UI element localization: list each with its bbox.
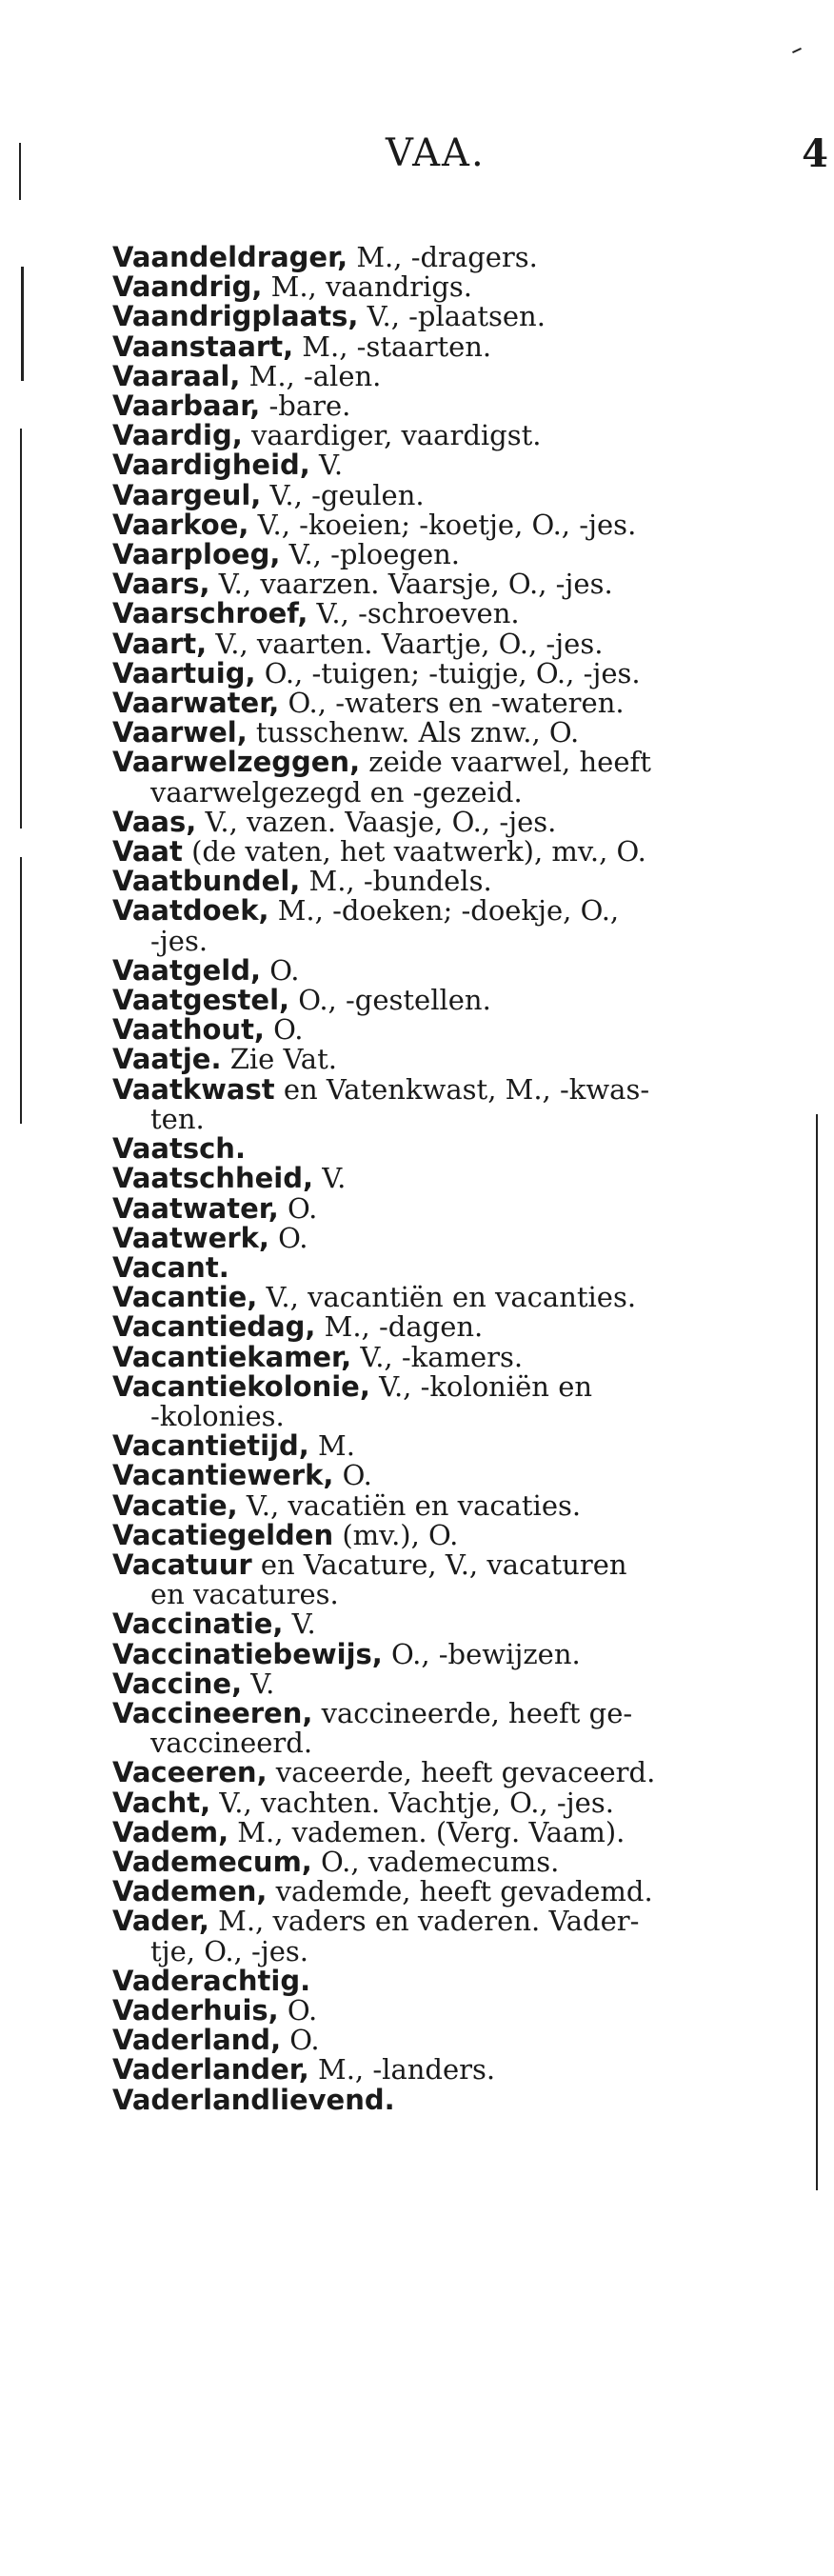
entry-definition: O. [333, 1459, 372, 1492]
dictionary-entry [112, 1993, 798, 2027]
entry-definition: O. [264, 1013, 304, 1047]
dictionary-entry [112, 805, 798, 838]
entry-headword: Vacantiekolonie, [112, 1369, 370, 1403]
entry-headword: Vaarwel, [112, 716, 248, 749]
dictionary-entry [112, 1847, 798, 1877]
entry-headword: Vacantiewerk, [112, 1459, 334, 1492]
entry-headword: Vademen, [112, 1875, 268, 1908]
entry-headword: Vaaraal, [112, 359, 241, 392]
entry-definition: M., -dagen. [315, 1310, 484, 1344]
entry-headword: Vaccinatie, [112, 1608, 284, 1641]
dictionary-entry [112, 1518, 798, 1551]
entry-headword: Vaderlander, [112, 2053, 309, 2087]
entry-headword: Vaceeren, [112, 1756, 268, 1789]
entry-headword: Vaat [112, 835, 183, 869]
dictionary-entry [112, 1045, 798, 1074]
entry-headword: Vaandrigplaats, [112, 300, 359, 333]
dictionary-entry [112, 1312, 798, 1342]
dictionary-entry [112, 629, 798, 659]
entry-definition: V., -geulen. [261, 478, 425, 511]
entry-continuation: -jes. [150, 924, 208, 957]
entry-definition: V., -schroeven. [308, 597, 520, 630]
scan-edge-mark [20, 857, 22, 1124]
dictionary-entry [112, 359, 798, 392]
entry-headword: Vacatiegelden [112, 1518, 334, 1551]
dictionary-entry [112, 569, 798, 599]
dictionary-entry [112, 1964, 798, 1997]
entry-definition: O., -waters en -wateren. [279, 687, 625, 720]
entry-continuation: vaarwelgezegd en -gezeid. [150, 775, 523, 809]
entry-definition: en Vacature, V., vacaturen [251, 1548, 627, 1581]
dictionary-entry [112, 1250, 798, 1284]
scan-edge-mark [20, 429, 22, 829]
dictionary-entry [112, 1669, 798, 1699]
entry-headword: Vaartuig, [112, 656, 256, 689]
dictionary-entry [112, 748, 798, 807]
entry-definition: vaceerde, heeft gevaceerd. [267, 1756, 656, 1789]
dictionary-entry [112, 1340, 798, 1373]
dictionary-entry [112, 243, 798, 272]
dictionary-entry [112, 2083, 798, 2116]
entry-headword: Vaccinatiebewijs, [112, 1637, 383, 1670]
dictionary-entry [112, 272, 798, 302]
entry-definition: M., -bundels. [300, 865, 492, 898]
dictionary-entry [112, 510, 798, 540]
dictionary-entry [112, 1221, 798, 1254]
entry-definition: O. [278, 1993, 318, 2027]
entry-headword: Vacantie, [112, 1281, 258, 1314]
scan-edge-mark [21, 267, 24, 381]
dictionary-entry [112, 1550, 798, 1609]
entry-headword: Vaatgeld, [112, 953, 262, 987]
entry-definition: M., -alen. [240, 359, 382, 392]
entry-definition: V., vazen. Vaasje, O., -jes. [196, 805, 557, 838]
entry-definition: V., -koloniën en [369, 1369, 593, 1403]
entry-definition: V., -kamers. [351, 1340, 524, 1373]
entry-headword: Vaargeul, [112, 478, 262, 511]
page-header [0, 131, 834, 189]
entry-definition: -bare. [260, 389, 351, 423]
entry-headword: Vaccineeren, [112, 1696, 313, 1729]
dictionary-entry [112, 689, 798, 718]
entry-headword: Vaderhuis, [112, 1993, 279, 2027]
entry-headword: Vaatwater, [112, 1191, 279, 1225]
entry-headword: Vaatschheid, [112, 1162, 313, 1195]
dictionary-entry [112, 1815, 798, 1848]
entry-headword: Vaarwelzeggen, [112, 746, 361, 779]
dictionary-entry [112, 867, 798, 896]
entry-headword: Vaars, [112, 568, 210, 601]
dictionary-entry [112, 1461, 798, 1490]
entry-definition: O., -gestellen. [289, 984, 491, 1017]
dictionary-entry [112, 1015, 798, 1045]
entry-definition: M., -staarten. [293, 329, 492, 363]
entry-headword: Vaarschroef, [112, 597, 308, 630]
entry-definition: V., -ploegen. [280, 538, 461, 571]
entry-headword: Vaderachtig. [112, 1964, 311, 1997]
entry-headword: Vaart, [112, 627, 208, 660]
dictionary-entry [112, 1488, 798, 1522]
entry-headword: Vacatie, [112, 1488, 238, 1522]
dictionary-entry [112, 302, 798, 331]
dictionary-entry [112, 2055, 798, 2085]
entry-continuation: -kolonies. [150, 1399, 285, 1432]
dictionary-entry [112, 1877, 798, 1907]
dictionary-entry [112, 1431, 798, 1461]
dictionary-entry [112, 986, 798, 1015]
dictionary-entry [112, 1164, 798, 1193]
entry-definition: O. [261, 953, 300, 987]
dictionary-entry [112, 1191, 798, 1225]
entry-definition: Zie Vat. [221, 1043, 337, 1076]
entry-headword: Vaarwater, [112, 687, 280, 720]
entry-headword: Vademecum, [112, 1845, 312, 1878]
dictionary-entry [112, 837, 798, 867]
entry-headword: Vaatdoek, [112, 894, 269, 928]
entry-definition: vademde, heeft gevademd. [267, 1875, 653, 1908]
entry-headword: Vacht, [112, 1786, 211, 1819]
dictionary-entry [112, 450, 798, 480]
entry-continuation: vaccineerd. [150, 1727, 313, 1760]
entry-headword: Vaatsch. [112, 1132, 246, 1166]
dictionary-entry [112, 718, 798, 748]
entry-definition: O. [281, 2024, 320, 2057]
entry-definition: V., vaarzen. Vaarsje, O., -jes. [209, 568, 613, 601]
entry-definition: V. [313, 1162, 347, 1195]
entry-headword: Vaatje. [112, 1043, 222, 1076]
entry-definition: (mv.), O. [333, 1518, 459, 1551]
entry-headword: Vaas, [112, 805, 197, 838]
entry-definition: V., -plaatsen. [358, 300, 546, 333]
dictionary-entry [112, 1637, 798, 1670]
entry-definition: zeide vaarwel, heeft [360, 746, 651, 779]
entry-definition: V., vacantiën en vacanties. [257, 1281, 637, 1314]
entry-definition: M., -dragers. [348, 241, 538, 273]
dictionary-entry [112, 953, 798, 987]
dictionary-entry [112, 1369, 798, 1432]
dictionary-entry [112, 1283, 798, 1312]
entry-continuation: tje, O., -jes. [150, 1934, 309, 1967]
dictionary-entry [112, 1696, 798, 1760]
dictionary-entry [112, 896, 798, 955]
entry-headword: Vaarkoe, [112, 508, 249, 541]
entry-definition: V. [309, 449, 344, 482]
entry-headword: Vacatuur [112, 1548, 252, 1581]
entry-definition: M., vademen. (Verg. Vaam). [228, 1815, 626, 1848]
entry-continuation: en vacatures. [150, 1578, 339, 1611]
entry-headword: Vaandrig, [112, 270, 263, 304]
dictionary-entry [112, 656, 798, 689]
entry-definition: O. [268, 1221, 308, 1254]
entry-headword: Vaarbaar, [112, 389, 261, 423]
dictionary-entry [112, 391, 798, 421]
entry-headword: Vaathout, [112, 1013, 265, 1047]
entry-definition: vaardiger, vaardigst. [242, 419, 542, 452]
page-number: 4 [802, 131, 828, 176]
entry-definition: vaccineerde, heeft ge- [312, 1696, 633, 1729]
dictionary-entry [112, 478, 798, 511]
entry-definition: M. [308, 1429, 355, 1463]
entry-definition: M., -landers. [308, 2053, 496, 2087]
entry-definition: V., -koeien; -koetje, O., -jes. [248, 508, 637, 541]
entry-definition: V. [283, 1608, 316, 1641]
entry-headword: Vaderlandlievend. [112, 2083, 395, 2116]
entry-headword: Vaderland, [112, 2024, 282, 2057]
entry-headword: Vaatwerk, [112, 1221, 269, 1254]
entry-headword: Vacantietijd, [112, 1429, 309, 1463]
entry-definition: M., vaders en vaderen. Vader- [208, 1905, 640, 1938]
dictionary-entry [112, 1758, 798, 1787]
entry-definition: V., vaarten. Vaartje, O., -jes. [207, 627, 604, 660]
entry-definition: M., -doeken; -doekje, O., [268, 894, 620, 928]
entry-headword: Vaanstaart, [112, 329, 294, 363]
dictionary-entry [112, 421, 798, 450]
entry-continuation: ten. [150, 1102, 205, 1135]
dictionary-entry [112, 599, 798, 629]
entry-definition: tusschenw. Als znw., O. [247, 716, 580, 749]
dictionary-entry-list [112, 243, 798, 2115]
entry-definition: V., vachten. Vachtje, O., -jes. [210, 1786, 614, 1819]
scan-speck [792, 48, 802, 53]
entry-headword: Vaandeldrager, [112, 241, 348, 273]
dictionary-entry [112, 1788, 798, 1818]
scan-edge-mark [816, 1114, 818, 2190]
entry-definition: V. [242, 1667, 275, 1700]
dictionary-entry [112, 329, 798, 363]
entry-definition: O., vademecums. [311, 1845, 560, 1878]
dictionary-entry [112, 540, 798, 569]
entry-headword: Vacantiekamer, [112, 1340, 352, 1373]
entry-headword: Vader, [112, 1905, 209, 1938]
dictionary-entry [112, 1072, 798, 1135]
entry-headword: Vaatgestel, [112, 984, 290, 1017]
dictionary-entry [112, 2026, 798, 2055]
entry-headword: Vaatkwast [112, 1072, 275, 1106]
entry-definition: O., -bewijzen. [382, 1637, 581, 1670]
entry-definition: O., -tuigen; -tuigje, O., -jes. [255, 656, 641, 689]
entry-definition: en Vatenkwast, M., -kwas- [274, 1072, 650, 1106]
page-title: VAA. [386, 131, 486, 175]
entry-headword: Vadem, [112, 1815, 229, 1848]
entry-headword: Vaardig, [112, 419, 243, 452]
dictionary-entry [112, 1907, 798, 1966]
entry-definition: M., vaandrigs. [262, 270, 472, 304]
dictionary-entry [112, 1609, 798, 1639]
entry-headword: Vaccine, [112, 1667, 243, 1700]
entry-headword: Vaatbundel, [112, 865, 301, 898]
entry-definition: O. [278, 1191, 318, 1225]
entry-definition: V., vacatiën en vacaties. [237, 1488, 582, 1522]
dictionary-entry [112, 1134, 798, 1164]
entry-headword: Vaardigheid, [112, 449, 310, 482]
entry-headword: Vaarploeg, [112, 538, 281, 571]
entry-headword: Vacant. [112, 1250, 229, 1284]
entry-headword: Vacantiedag, [112, 1310, 316, 1344]
entry-definition: (de vaten, het vaatwerk), mv., O. [182, 835, 646, 869]
